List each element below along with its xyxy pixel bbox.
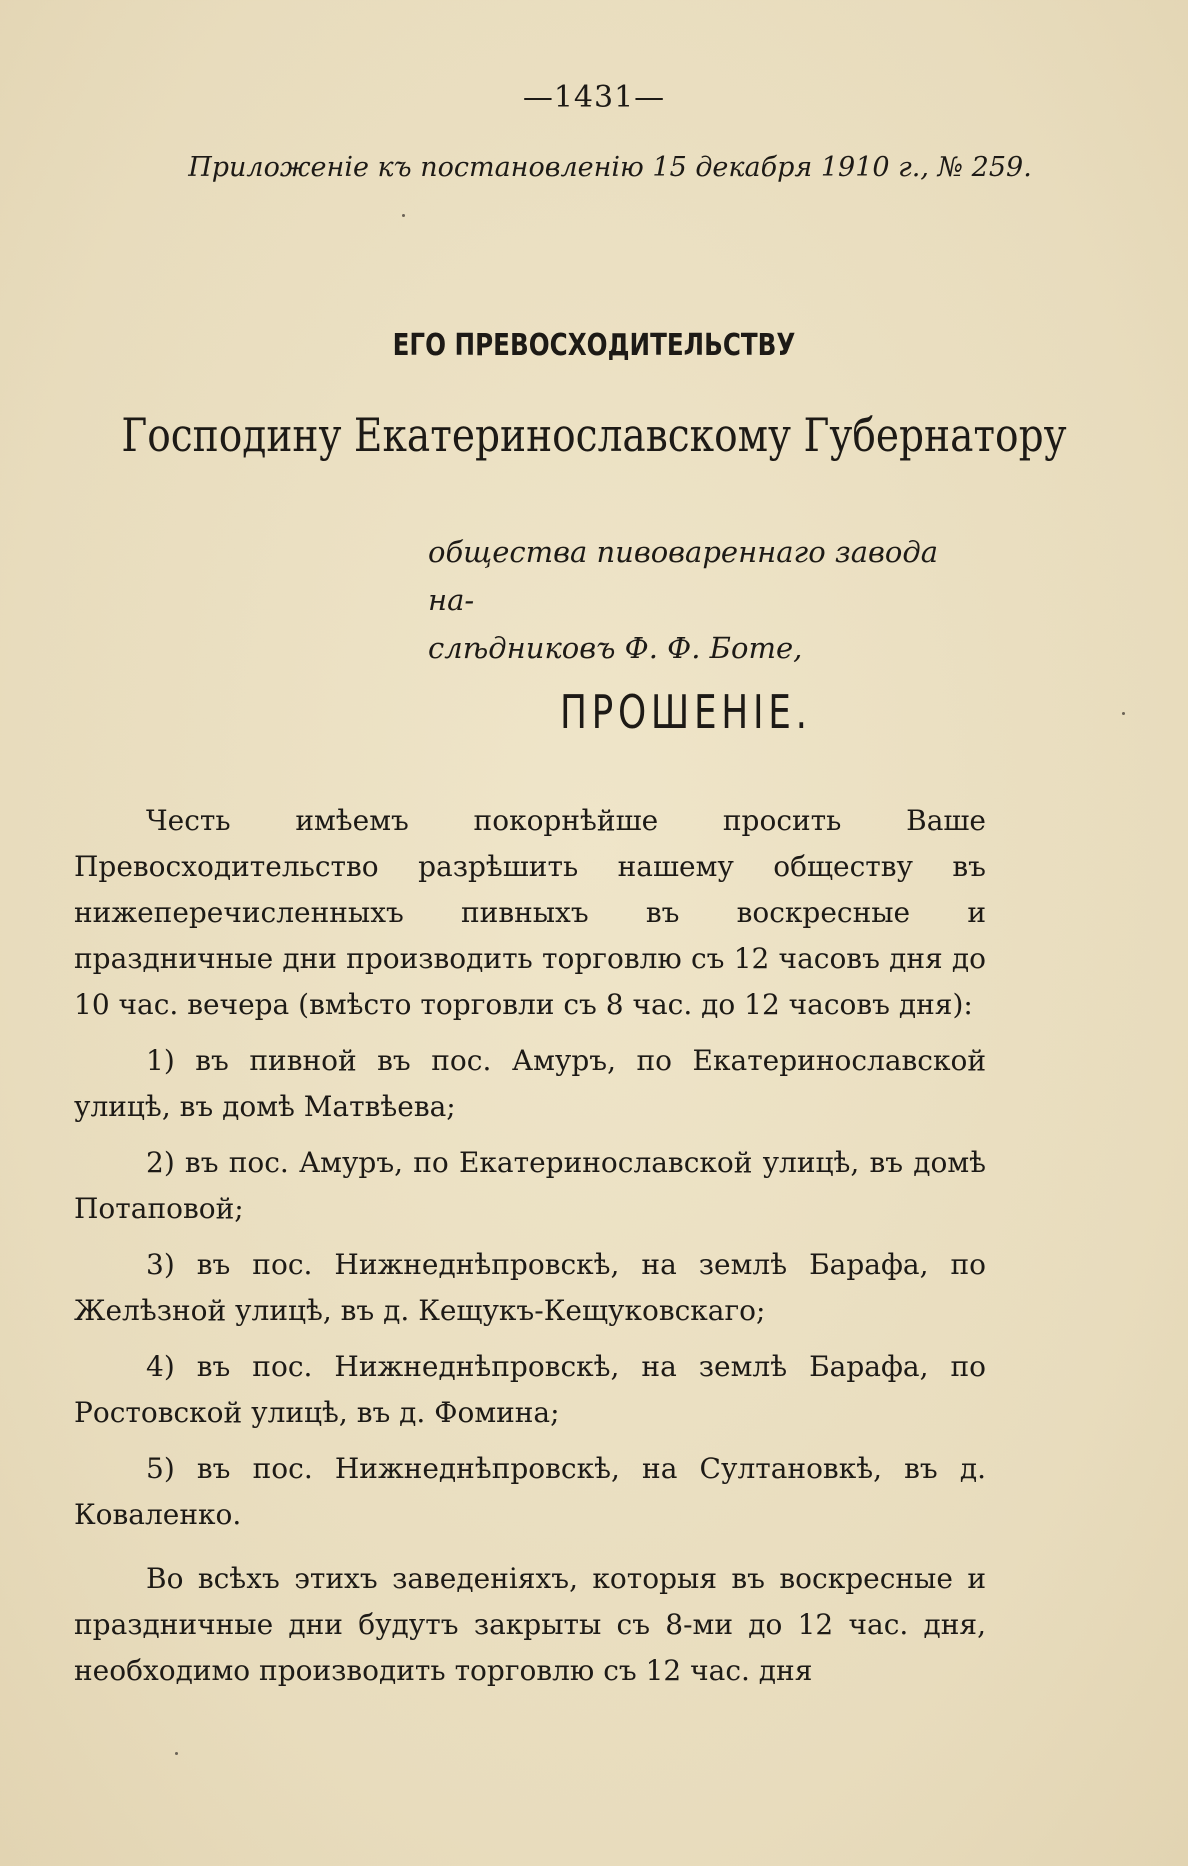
list-item-5: 5) въ пос. Нижнеднѣпровскѣ, на Султановкѣ, въ д. Коваленко. [74, 1452, 986, 1531]
list-item-1: 1) въ пивной въ пос. Амуръ, по Екатеринославской улицѣ, въ домѣ Матвѣева; [74, 1044, 986, 1123]
paper-speck [402, 214, 405, 217]
list-item-4: 4) въ пос. Нижнеднѣпровскѣ, на землѣ Барафа, по Ростовской улицѣ, въ д. Фомина; [74, 1350, 986, 1429]
sender-line-1: общества пивовареннаго завода на- [428, 535, 939, 617]
paper-speck [1122, 712, 1125, 715]
governor-heading: Господину Екатеринославскому Губернатору [121, 408, 1067, 462]
list-item-3: 3) въ пос. Нижнеднѣпровскѣ, на землѣ Барафа, по Желѣзной улицѣ, въ д. Кещукъ-Кещуковскаго; [74, 1248, 986, 1327]
sender-block [428, 528, 988, 672]
addressee-heading: ЕГО ПРЕВОСХОДИТЕЛЬСТВУ [392, 328, 796, 363]
sender-line-2: слѣдниковъ Ф. Ф. Боте, [428, 631, 803, 665]
paper-speck [175, 1752, 178, 1755]
document-title: ПРОШЕНІЕ. [560, 685, 812, 739]
intro-paragraph: Честь имѣемъ покорнѣйше просить Ваше Превосходительство разрѣшить нашему обществу въ нижеперечисленныхъ пивныхъ въ воскресные и праздничные дни производить торговлю съ 12 часовъ дня до 10 час. вечера (вмѣсто торговли съ 8 час. до 12 часовъ дня): [74, 804, 986, 1021]
petition-body [74, 798, 986, 1694]
page-number: —1431— [522, 80, 666, 115]
appendix-note: Приложеніе къ постановленію 15 декабря 1910 г., № 259. [188, 152, 1032, 183]
list-item-2: 2) въ пос. Амуръ, по Екатеринославской улицѣ, въ домѣ Потаповой; [74, 1146, 986, 1225]
closing-paragraph: Во всѣхъ этихъ заведеніяхъ, которыя въ воскресные и праздничные дни будутъ закрыты съ 8-ми до 12 час. дня, необходимо производить торговлю съ 12 час. дня [74, 1562, 986, 1687]
